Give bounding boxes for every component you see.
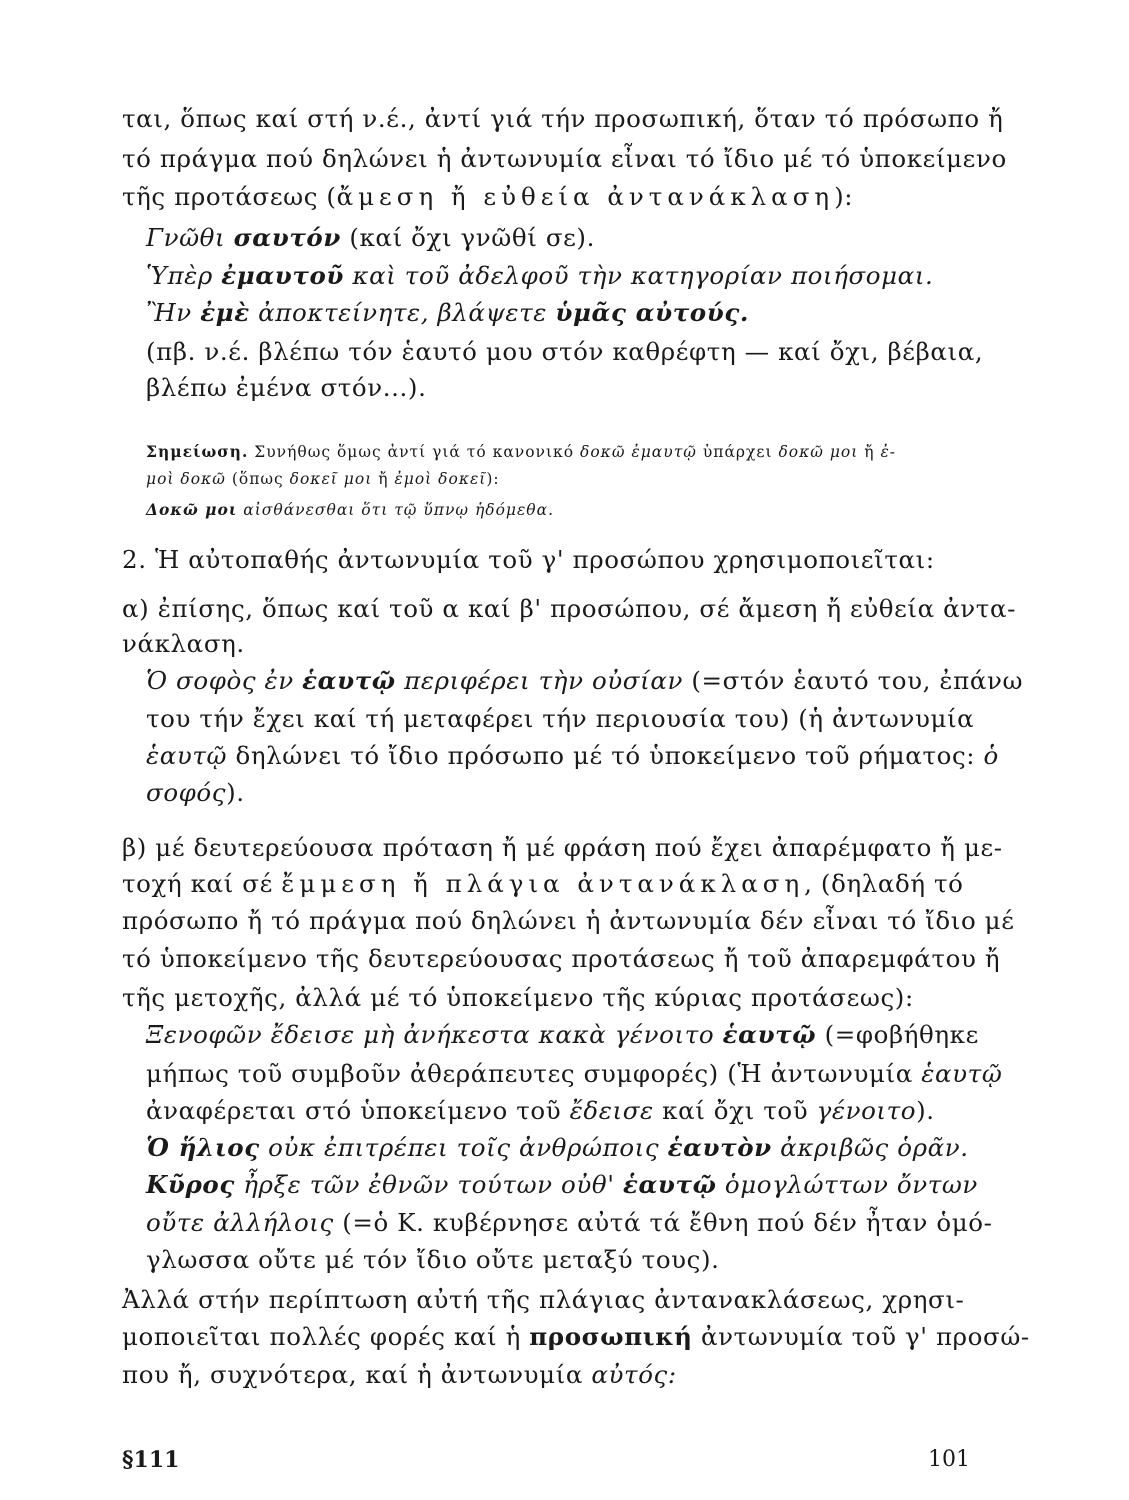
text-line: 2. Ἡ αὐτοπαθής ἀντωνυμία τοῦ γ' προσώπου χρησιμοποιεῖται: (122, 545, 935, 574)
example-line: Γνῶθι σαυτόν (καί ὄχι γνῶθί σε). (146, 223, 595, 252)
example-line: ἀναφέρεται στό ὑποκείμενο τοῦ ἔδεισε καί ὄχι τοῦ γένοιτο). (146, 1096, 935, 1125)
text-line-lead: τοχή καί σέ (122, 869, 282, 898)
text-line: γλωσσα οὔτε μέ τόν ἴδιο οὔτε μεταξύ τους). (146, 1245, 720, 1274)
note-line: Δοκῶ μοι αἰσθάνεσθαι ὅτι τῷ ὕπνῳ ἡδόμεθα. (146, 500, 555, 519)
section-number: §111 (122, 1447, 180, 1473)
text-line: ται, ὅπως καί στή ν.έ., ἀντί γιά τήν προσωπική, ὅταν τό πρόσωπο ἤ (122, 104, 1004, 133)
example-line: Κῦρος ἦρξε τῶν ἐθνῶν τούτων οὐθ' ἑαυτῷ ὁμογλώττων ὄντων (146, 1170, 978, 1199)
example-line: μήπως τοῦ συμβοῦν ἀθεράπευτες συμφορές) (Ἡ ἀντωνυμία ἑαυτῷ (146, 1059, 1003, 1088)
example-line: Ἢν ἐμὲ ἀποκτείνητε, βλάψετε ὑμᾶς αὐτούς. (146, 298, 749, 327)
text-line: τῆς μετοχῆς, ἀλλά μέ τό ὑποκείμενο τῆς κύριας προτάσεως): (122, 983, 914, 1012)
text-line: α) ἐπίσης, ὅπως καί τοῦ α καί β' προσώπου, σέ ἄμεση ἤ εὐθεία ἀντα- (122, 594, 1016, 623)
example-line: που ἤ, συχνότερα, καί ἡ ἀντωνυμία αὐτός: (122, 1360, 677, 1389)
note-line: μοὶ δοκῶ (ὅπως δοκεῖ μοι ἤ ἐμοὶ δοκεῖ): (146, 470, 500, 488)
text-line-lead: τῆς προτάσεως ( (122, 182, 337, 211)
text-line: νάκλαση. (122, 629, 245, 658)
text-line: (πβ. ν.έ. βλέπω τόν ἑαυτό μου στόν καθρέφτη — καί ὄχι, βέβαια, (146, 337, 984, 366)
text-line (122, 182, 853, 211)
text-line-tail: ): (834, 182, 854, 211)
example-line: οὔτε ἀλλήλοις (=ὁ Κ. κυβέρνησε αὐτά τά ἔθνη πού δέν ἦταν ὁμό- (146, 1208, 993, 1237)
spaced-term: ἔμμεση ἤ πλάγια ἀντανάκλαση (281, 869, 805, 898)
text-line: Ἀλλά στήν περίπτωση αὐτή τῆς πλάγιας ἀντανακλάσεως, χρησι- (122, 1285, 965, 1314)
text-line: β) μέ δευτερεύουσα πρόταση ἤ μέ φράση πού ἔχει ἀπαρέμφατο ἤ με- (122, 833, 1003, 862)
text-line: πρόσωπο ἤ τό πράγμα πού δηλώνει ἡ ἀντωνυμία δέν εἶναι τό ἴδιο μέ (122, 906, 1015, 935)
example-line: Ὁ σοφὸς ἐν ἑαυτῷ περιφέρει τὴν οὐσίαν (=στόν ἑαυτό του, ἐπάνω (146, 666, 1024, 695)
example-line: Ὑπὲρ ἐμαυτοῦ καὶ τοῦ ἀδελφοῦ τὴν κατηγορίαν ποιήσομαι. (146, 261, 934, 290)
text-line: βλέπω ἐμένα στόν...). (146, 373, 427, 402)
text-line: του τήν ἔχει καί τή μεταφέρει τήν περιουσία του) (ἡ ἀντωνυμία (146, 704, 975, 733)
spaced-term: ἄμεση ἤ εὐθεία ἀντανάκλαση (336, 182, 835, 211)
text-line-tail: , (δηλαδή τό (804, 869, 964, 898)
example-line: ἑαυτῷ δηλώνει τό ἴδιο πρόσωπο μέ τό ὑποκείμενο τοῦ ρήματος: ὁ (146, 741, 999, 770)
text-line: τό πράγμα πού δηλώνει ἡ ἀντωνυμία εἶναι τό ἴδιο μέ τό ὑποκείμενο (122, 144, 1007, 173)
example-line: σοφός). (146, 778, 245, 807)
text-line (122, 869, 964, 898)
example-line: Ξενοφῶν ἔδεισε μὴ ἀνήκεστα κακὰ γένοιτο ἑαυτῷ (=φοβήθηκε (146, 1020, 979, 1049)
text-line: τό ὑποκείμενο τῆς δευτερεύουσας προτάσεως ἤ τοῦ ἀπαρεμφάτου ἤ (122, 944, 1001, 973)
example-line: Ὁ ἥλιος οὐκ ἐπιτρέπει τοῖς ἀνθρώποις ἑαυτὸν ἀκριβῶς ὁρᾶν. (146, 1133, 969, 1162)
note-line: Σημείωση. Συνήθως ὅμως ἀντί γιά τό κανονικό δοκῶ ἐμαυτῷ ὑπάρχει δοκῶ μοι ἤ ἐ- (146, 442, 897, 461)
page-number: 101 (928, 1447, 970, 1472)
example-line: μοποιεῖται πολλές φορές καί ἡ προσωπική ἀντωνυμία τοῦ γ' προσώ- (122, 1322, 1030, 1351)
